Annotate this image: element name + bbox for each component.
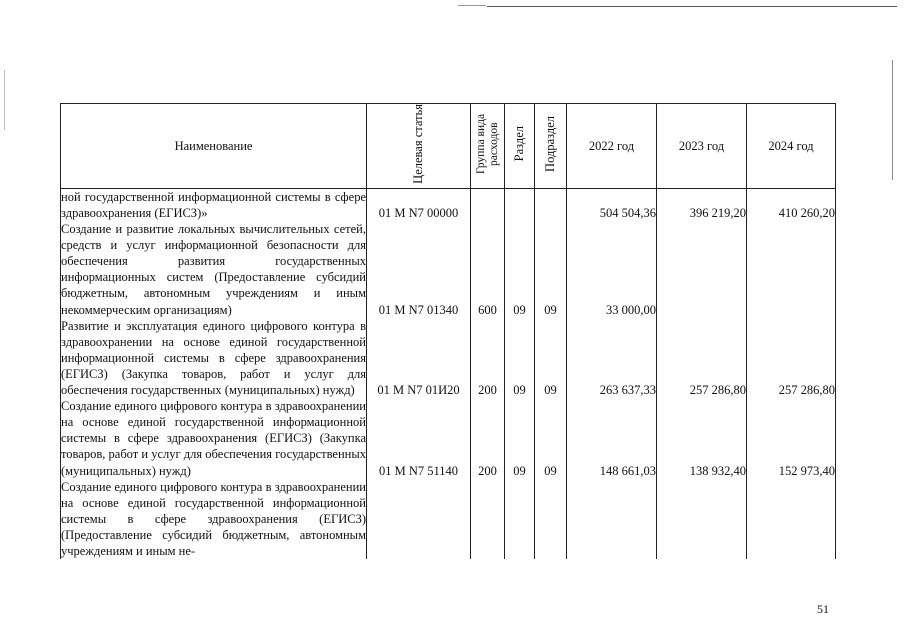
row-2023: 257 286,80 [657,318,747,398]
row-subsection: 09 [535,318,567,398]
header-2022: 2022 год [567,104,657,189]
row-subsection: 09 [535,398,567,478]
table-row [61,221,836,318]
scan-artifact-line [487,6,897,7]
row-section [505,188,535,221]
row-expense-group [471,188,505,221]
row-target-article [367,479,471,559]
row-subsection: 09 [535,221,567,318]
row-2023: 138 932,40 [657,398,747,478]
row-2023: 396 219,20 [657,188,747,221]
page-number: 51 [817,602,829,616]
row-2022 [567,479,657,559]
row-expense-group: 200 [471,398,505,478]
row-2022: 504 504,36 [567,188,657,221]
row-2022: 148 661,03 [567,398,657,478]
row-name: ной государственной информационной системы в сфере здравоохранения (ЕГИСЗ)» [61,189,366,221]
header-section: Раздел [505,104,535,189]
row-name: Создание и развитие локальных вычислительных сетей, средств и услуг информационной безопасности для обеспечения развития государственных информационных систем (Предоставление субсидий бюджетным, автономным учреждениям и иным некоммерческим организациям) [61,222,366,317]
row-section: 09 [505,221,535,318]
row-expense-group: 200 [471,318,505,398]
table-row [61,318,836,398]
row-2024: 152 973,40 [747,398,836,478]
row-2024: 410 260,20 [747,188,836,221]
row-2023 [657,221,747,318]
row-target-article: 01 М N7 51140 [367,398,471,478]
scan-artifact-edge [892,60,893,180]
row-2024: 257 286,80 [747,318,836,398]
budget-table [60,103,836,559]
scan-artifact-line [458,5,486,6]
row-name: Развитие и эксплуатация единого цифрового контура в здравоохранении на основе единой государственной информационной системы в сфере здравоохранения (ЕГИСЗ) (Закупка товаров, работ и услуг для обеспечения государственных (муниципальных) нужд) [61,318,366,398]
row-name: Создание единого цифрового контура в здравоохранении на основе единой государственной информационной системы в сфере здравоохранения (ЕГИСЗ) (Закупка товаров, работ и услуг для обеспечения государственных (муниципальных) нужд) [61,399,366,478]
row-section [505,479,535,559]
header-2024: 2024 год [747,104,836,189]
table-header-row [61,104,836,189]
row-expense-group [471,479,505,559]
table-row [61,188,836,221]
row-subsection [535,479,567,559]
row-expense-group: 600 [471,221,505,318]
row-2023 [657,479,747,559]
header-name: Наименование [61,104,367,189]
header-expense-group: Группа вида расходов [471,104,505,189]
header-2023: 2023 год [657,104,747,189]
row-subsection [535,188,567,221]
row-target-article: 01 М N7 01340 [367,221,471,318]
row-2022: 263 637,33 [567,318,657,398]
row-target-article: 01 М N7 00000 [367,188,471,221]
row-name: Создание единого цифрового контура в здравоохранении на основе единой государственной информационной системы в сфере здравоохранения (ЕГИСЗ) (Предоставление субсидий бюджетным, автономным учреждениям и иным не- [61,479,366,558]
table-row [61,398,836,478]
row-2024 [747,221,836,318]
row-target-article: 01 М N7 01И20 [367,318,471,398]
row-section: 09 [505,398,535,478]
header-target-article: Целевая статья [367,104,471,189]
row-2022: 33 000,00 [567,221,657,318]
table-row [61,479,836,559]
scan-artifact-edge [4,70,5,130]
row-2024 [747,479,836,559]
header-subsection: Подраздел [535,104,567,189]
row-section: 09 [505,318,535,398]
